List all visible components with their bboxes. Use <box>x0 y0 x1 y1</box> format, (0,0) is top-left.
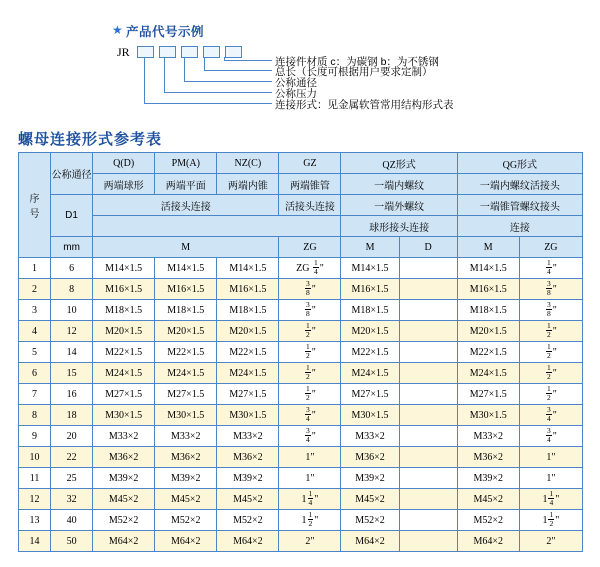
cell-qz-m: M30×1.5 <box>341 405 399 426</box>
cell-qg-m: M16×1.5 <box>457 279 519 300</box>
cell-nz: M52×2 <box>217 510 279 531</box>
product-code-boxes <box>137 46 242 58</box>
table-row <box>19 489 583 510</box>
cell-seq: 12 <box>19 489 51 510</box>
legend-nominal-bore: 公称通径 <box>275 77 317 89</box>
cell-nz: M39×2 <box>217 468 279 489</box>
cell-q: M14×1.5 <box>93 258 155 279</box>
cell-qg-zg: $\frac{1}{4}$ " <box>519 258 582 279</box>
cell-d1: 32 <box>51 489 93 510</box>
cell-pm: M30×1.5 <box>155 405 217 426</box>
header-group-gz-code: GZ <box>279 153 341 174</box>
cell-d1: 12 <box>51 321 93 342</box>
cell-qg-m: M27×1.5 <box>457 384 519 405</box>
header-seq <box>19 153 51 258</box>
legend-material: 连接件材质 c：为碳钢 b：为不锈钢 <box>275 56 439 68</box>
cell-pm: M16×1.5 <box>155 279 217 300</box>
cell-gz: 1 $\frac{1}{4}$ " <box>279 489 341 510</box>
cell-qz-d <box>399 342 457 363</box>
cell-d1: 25 <box>51 468 93 489</box>
legend-connection-type: 连接形式：见金属软管常用结构形式表 <box>275 99 454 111</box>
table-row <box>19 258 583 279</box>
header-pm-sub1: 两端平面 <box>155 174 217 195</box>
cell-gz: $\frac{1}{2}$ " <box>279 384 341 405</box>
table-header-row-3 <box>19 195 583 216</box>
cell-gz: $\frac{3}{4}$ " <box>279 426 341 447</box>
table-row <box>19 342 583 363</box>
header-unit-zg: ZG <box>279 237 341 258</box>
header-gz-sub1: 两端锥管 <box>279 174 341 195</box>
cell-pm: M20×1.5 <box>155 321 217 342</box>
header-nominal: 公称通径 <box>51 153 93 195</box>
table-row <box>19 426 583 447</box>
cell-d1: 15 <box>51 363 93 384</box>
cell-gz: $\frac{1}{2}$ " <box>279 363 341 384</box>
cell-pm: M24×1.5 <box>155 363 217 384</box>
cell-qz-d <box>399 279 457 300</box>
cell-qz-m: M24×1.5 <box>341 363 399 384</box>
cell-seq: 8 <box>19 405 51 426</box>
cell-qg-m: M20×1.5 <box>457 321 519 342</box>
cell-qg-zg: 1 $\frac{1}{4}$ " <box>519 489 582 510</box>
cell-qz-d <box>399 300 457 321</box>
cell-seq: 10 <box>19 447 51 468</box>
cell-gz: $\frac{3}{8}$ " <box>279 300 341 321</box>
leader-line-v3 <box>184 57 185 82</box>
cell-qg-zg: $\frac{1}{2}$ " <box>519 342 582 363</box>
cell-q: M45×2 <box>93 489 155 510</box>
cell-qg-m: M33×2 <box>457 426 519 447</box>
cell-qz-m: M33×2 <box>341 426 399 447</box>
table-row <box>19 405 583 426</box>
cell-qz-m: M52×2 <box>341 510 399 531</box>
cell-seq: 5 <box>19 342 51 363</box>
legend-total-length: 总长（长度可根据用户要求定制） <box>275 66 433 78</box>
cell-gz: 2" <box>279 531 341 552</box>
cell-qz-m: M27×1.5 <box>341 384 399 405</box>
table-row <box>19 447 583 468</box>
table-header-row-2 <box>19 174 583 195</box>
cell-nz: M24×1.5 <box>217 363 279 384</box>
cell-qz-m: M36×2 <box>341 447 399 468</box>
cell-qg-m: M24×1.5 <box>457 363 519 384</box>
code-box-4 <box>203 46 220 58</box>
cell-qg-m: M14×1.5 <box>457 258 519 279</box>
cell-qg-m: M30×1.5 <box>457 405 519 426</box>
cell-d1: 10 <box>51 300 93 321</box>
cell-qz-d <box>399 531 457 552</box>
cell-qz-d <box>399 363 457 384</box>
product-code-diagram <box>0 0 600 122</box>
cell-nz: M30×1.5 <box>217 405 279 426</box>
cell-q: M24×1.5 <box>93 363 155 384</box>
header-group-qz-code: QZ形式 <box>341 153 457 174</box>
cell-gz: $\frac{3}{4}$ " <box>279 405 341 426</box>
table-header-row-1 <box>19 153 583 174</box>
header-unit-qg-m: M <box>457 237 519 258</box>
header-nz-sub1: 两端内锥 <box>217 174 279 195</box>
cell-seq: 9 <box>19 426 51 447</box>
cell-gz: 1" <box>279 447 341 468</box>
leader-line-v2 <box>204 57 205 71</box>
cell-qz-m: M16×1.5 <box>341 279 399 300</box>
cell-d1: 18 <box>51 405 93 426</box>
nut-connection-table-wrap <box>18 152 583 552</box>
cell-nz: M64×2 <box>217 531 279 552</box>
header-qg-sub1: 一端内螺纹活接头 <box>457 174 582 195</box>
table-row <box>19 300 583 321</box>
cell-q: M36×2 <box>93 447 155 468</box>
cell-gz: $\frac{1}{2}$ " <box>279 342 341 363</box>
table-row <box>19 363 583 384</box>
cell-qz-d <box>399 447 457 468</box>
leader-line-v4 <box>164 57 165 93</box>
cell-pm: M39×2 <box>155 468 217 489</box>
table-header-row-5 <box>19 237 583 258</box>
table-row <box>19 468 583 489</box>
cell-seq: 14 <box>19 531 51 552</box>
cell-qz-d <box>399 468 457 489</box>
header-group-q-code: Q(D) <box>93 153 155 174</box>
cell-qg-m: M36×2 <box>457 447 519 468</box>
header-group-nz-code: NZ(C) <box>217 153 279 174</box>
cell-qg-zg: $\frac{1}{2}$ " <box>519 384 582 405</box>
cell-qg-m: M64×2 <box>457 531 519 552</box>
cell-seq: 11 <box>19 468 51 489</box>
cell-qz-d <box>399 426 457 447</box>
cell-d1: 16 <box>51 384 93 405</box>
cell-gz: $\frac{1}{2}$ " <box>279 321 341 342</box>
page-title: 螺母连接形式参考表 <box>18 131 163 148</box>
cell-qz-d <box>399 510 457 531</box>
cell-q: M16×1.5 <box>93 279 155 300</box>
cell-gz: 1 $\frac{1}{2}$ " <box>279 510 341 531</box>
cell-pm: M52×2 <box>155 510 217 531</box>
header-group-pm-code: PM(A) <box>155 153 217 174</box>
cell-qz-m: M18×1.5 <box>341 300 399 321</box>
header-unit-qg-zg: ZG <box>519 237 582 258</box>
cell-seq: 3 <box>19 300 51 321</box>
cell-nz: M33×2 <box>217 426 279 447</box>
cell-seq: 4 <box>19 321 51 342</box>
header-blank-mid <box>93 216 341 237</box>
cell-qz-m: M22×1.5 <box>341 342 399 363</box>
leader-line-v5 <box>144 57 145 104</box>
cell-seq: 13 <box>19 510 51 531</box>
cell-nz: M18×1.5 <box>217 300 279 321</box>
header-mm: mm <box>51 237 93 258</box>
header-seq-l1: 序 <box>29 194 40 205</box>
cell-nz: M14×1.5 <box>217 258 279 279</box>
cell-qz-m: M64×2 <box>341 531 399 552</box>
header-gz-sub2: 活接头连接 <box>279 195 341 216</box>
leader-line-h4 <box>164 92 272 93</box>
cell-pm: M14×1.5 <box>155 258 217 279</box>
header-qz-sub2: 一端外螺纹 <box>341 195 457 216</box>
leader-line-h1 <box>224 60 272 61</box>
header-unit-m: M <box>93 237 279 258</box>
cell-q: M18×1.5 <box>93 300 155 321</box>
cell-qg-m: M52×2 <box>457 510 519 531</box>
cell-pm: M22×1.5 <box>155 342 217 363</box>
cell-q: M22×1.5 <box>93 342 155 363</box>
cell-seq: 2 <box>19 279 51 300</box>
header-qg-sub3: 连接 <box>457 216 582 237</box>
table-row <box>19 279 583 300</box>
cell-gz: $\frac{3}{8}$ " <box>279 279 341 300</box>
nut-connection-table <box>18 152 583 552</box>
cell-pm: M45×2 <box>155 489 217 510</box>
cell-d1: 50 <box>51 531 93 552</box>
header-seq-l2: 号 <box>29 209 40 220</box>
table-row <box>19 510 583 531</box>
cell-qg-zg: 1" <box>519 447 582 468</box>
code-box-5 <box>225 46 242 58</box>
cell-qg-zg: 2" <box>519 531 582 552</box>
cell-qz-m: M14×1.5 <box>341 258 399 279</box>
star-icon: ★ <box>112 23 123 37</box>
table-row <box>19 321 583 342</box>
cell-nz: M16×1.5 <box>217 279 279 300</box>
cell-q: M30×1.5 <box>93 405 155 426</box>
header-qz-sub1: 一端内螺纹 <box>341 174 457 195</box>
cell-q: M52×2 <box>93 510 155 531</box>
leader-line-h2 <box>204 70 272 71</box>
cell-qg-zg: 1 $\frac{1}{2}$ " <box>519 510 582 531</box>
cell-qg-m: M22×1.5 <box>457 342 519 363</box>
table-row <box>19 531 583 552</box>
cell-pm: M27×1.5 <box>155 384 217 405</box>
cell-d1: 14 <box>51 342 93 363</box>
header-q-sub2: 活接头连接 <box>93 195 279 216</box>
cell-qz-d <box>399 405 457 426</box>
cell-seq: 1 <box>19 258 51 279</box>
cell-seq: 6 <box>19 363 51 384</box>
cell-nz: M45×2 <box>217 489 279 510</box>
cell-d1: 20 <box>51 426 93 447</box>
cell-qg-m: M18×1.5 <box>457 300 519 321</box>
code-box-2 <box>159 46 176 58</box>
cell-nz: M20×1.5 <box>217 321 279 342</box>
cell-nz: M22×1.5 <box>217 342 279 363</box>
header-d1: D1 <box>51 195 93 237</box>
cell-qz-m: M39×2 <box>341 468 399 489</box>
cell-d1: 40 <box>51 510 93 531</box>
cell-qz-m: M20×1.5 <box>341 321 399 342</box>
cell-qz-d <box>399 384 457 405</box>
table-header-row-4 <box>19 216 583 237</box>
table-row <box>19 384 583 405</box>
cell-d1: 6 <box>51 258 93 279</box>
diagram-title: 产品代号示例 <box>126 25 205 39</box>
header-unit-qz-m: M <box>341 237 399 258</box>
cell-qg-zg: $\frac{3}{8}$ " <box>519 279 582 300</box>
cell-qz-d <box>399 321 457 342</box>
cell-qg-zg: $\frac{3}{4}$ " <box>519 426 582 447</box>
cell-qz-d <box>399 258 457 279</box>
cell-nz: M27×1.5 <box>217 384 279 405</box>
cell-qg-m: M45×2 <box>457 489 519 510</box>
product-code-prefix: JR <box>117 45 130 59</box>
cell-nz: M36×2 <box>217 447 279 468</box>
cell-pm: M18×1.5 <box>155 300 217 321</box>
cell-gz: 1" <box>279 468 341 489</box>
cell-qg-m: M39×2 <box>457 468 519 489</box>
header-unit-qz-d: D <box>399 237 457 258</box>
legend-nominal-pressure: 公称压力 <box>275 88 317 100</box>
cell-qz-m: M45×2 <box>341 489 399 510</box>
cell-q: M27×1.5 <box>93 384 155 405</box>
cell-qg-zg: $\frac{1}{2}$ " <box>519 363 582 384</box>
leader-line-h3 <box>184 81 272 82</box>
cell-pm: M36×2 <box>155 447 217 468</box>
cell-qg-zg: $\frac{1}{2}$ " <box>519 321 582 342</box>
cell-q: M64×2 <box>93 531 155 552</box>
cell-qg-zg: $\frac{3}{8}$ " <box>519 300 582 321</box>
cell-d1: 22 <box>51 447 93 468</box>
cell-qz-d <box>399 489 457 510</box>
cell-q: M20×1.5 <box>93 321 155 342</box>
header-group-qg-code: QG形式 <box>457 153 582 174</box>
cell-q: M39×2 <box>93 468 155 489</box>
cell-qg-zg: $\frac{3}{4}$ " <box>519 405 582 426</box>
cell-seq: 7 <box>19 384 51 405</box>
cell-pm: M64×2 <box>155 531 217 552</box>
cell-d1: 8 <box>51 279 93 300</box>
header-qg-sub2: 一端锥管螺纹接头 <box>457 195 582 216</box>
cell-qg-zg: 1" <box>519 468 582 489</box>
table-body <box>19 258 583 552</box>
cell-pm: M33×2 <box>155 426 217 447</box>
header-qz-sub3: 球形接头连接 <box>341 216 457 237</box>
header-q-sub1: 两端球形 <box>93 174 155 195</box>
cell-q: M33×2 <box>93 426 155 447</box>
code-box-1 <box>137 46 154 58</box>
cell-gz: ZG $\frac{1}{4}$ " <box>279 258 341 279</box>
leader-line-h5 <box>144 103 272 104</box>
